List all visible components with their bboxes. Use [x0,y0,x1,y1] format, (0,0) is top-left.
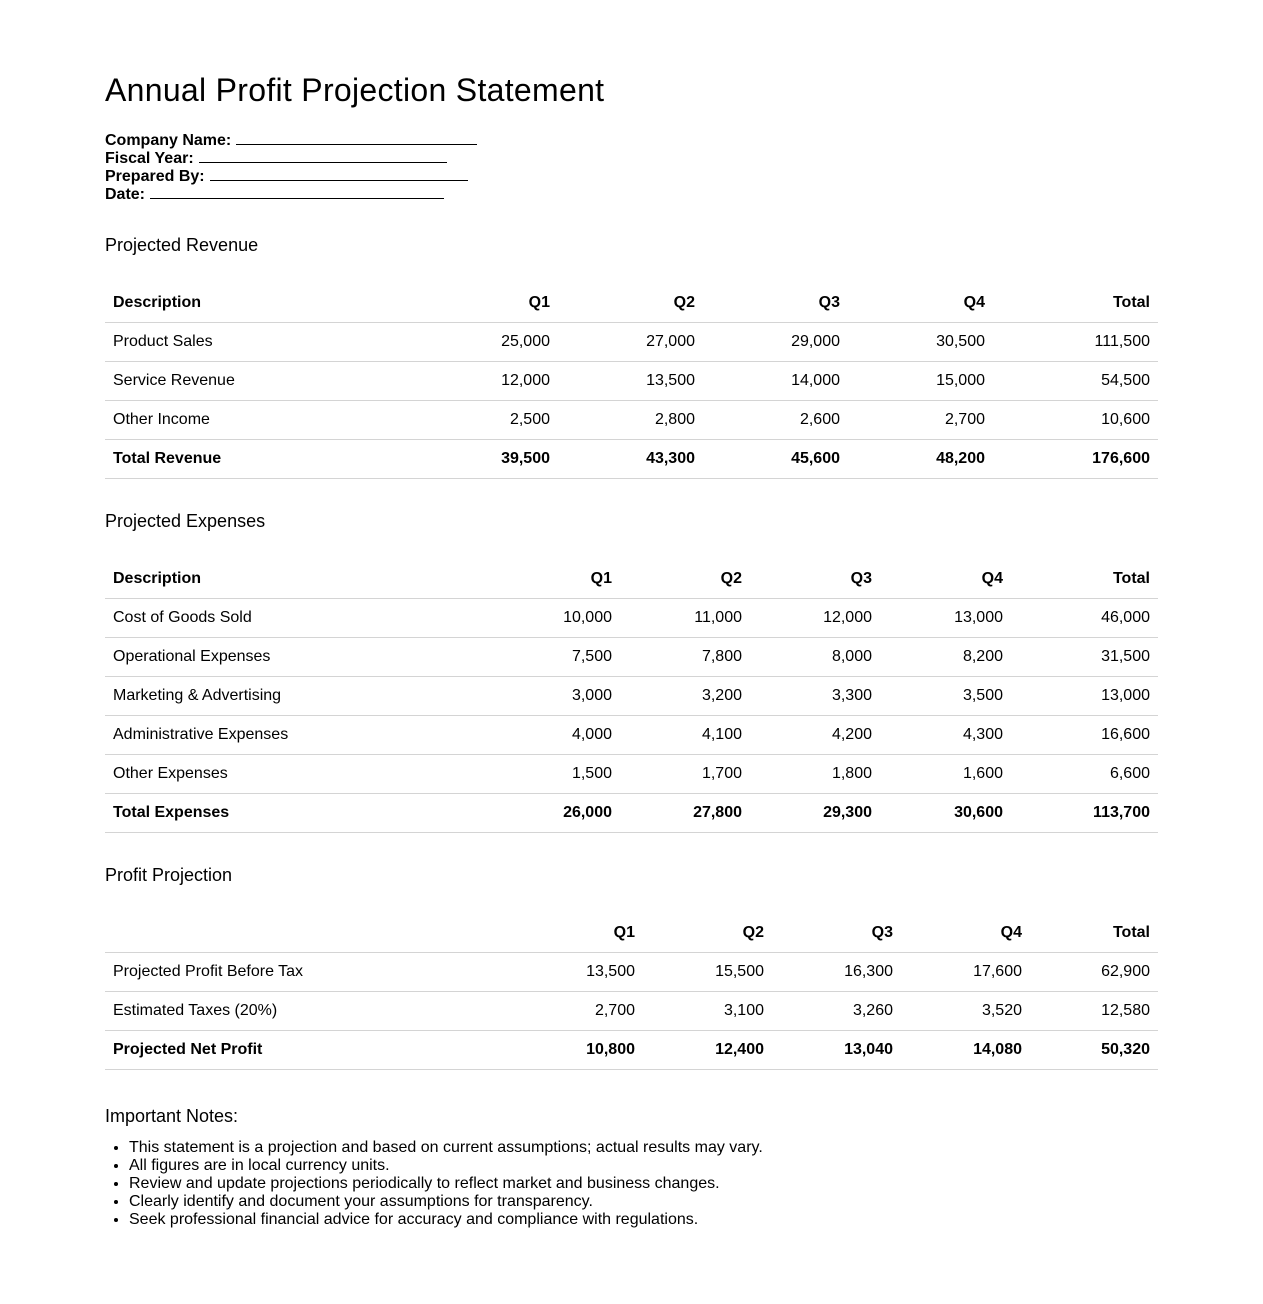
row-label: Projected Net Profit [105,1031,506,1070]
col-header: Q3 [703,284,848,323]
col-header: Q2 [620,560,750,599]
cell-value: 1,800 [750,755,880,794]
cell-value: 3,260 [772,992,901,1031]
meta-prepared-by [105,167,477,185]
cell-value: 2,600 [703,401,848,440]
cell-value: 2,700 [506,992,643,1031]
cell-value: 113,700 [1011,794,1158,833]
col-header: Q3 [772,914,901,953]
cell-value: 3,000 [481,677,620,716]
cell-value: 48,200 [848,440,993,479]
cell-value: 4,300 [880,716,1011,755]
table-row [105,401,1158,440]
expenses-section-title: Projected Expenses [105,511,266,531]
cell-value: 3,300 [750,677,880,716]
row-label: Administrative Expenses [105,716,481,755]
expenses-table [105,560,1158,833]
table-row [105,599,1158,638]
cell-value: 1,600 [880,755,1011,794]
col-header: Q2 [643,914,772,953]
cell-value: 2,500 [405,401,558,440]
notes-list [105,1139,763,1229]
meta-fields [105,131,477,203]
row-label: Service Revenue [105,362,405,401]
table-header-row [105,914,1158,953]
cell-value: 17,600 [901,953,1030,992]
row-label: Cost of Goods Sold [105,599,481,638]
meta-date [105,185,477,203]
cell-value: 43,300 [558,440,703,479]
cell-value: 13,500 [506,953,643,992]
table-header-row [105,560,1158,599]
col-header: Q2 [558,284,703,323]
cell-value: 6,600 [1011,755,1158,794]
row-label: Operational Expenses [105,638,481,677]
cell-value: 8,200 [880,638,1011,677]
table-row [105,992,1158,1031]
cell-value: 1,700 [620,755,750,794]
cell-value: 10,600 [993,401,1158,440]
row-label: Marketing & Advertising [105,677,481,716]
meta-label: Fiscal Year: [105,150,194,167]
cell-value: 1,500 [481,755,620,794]
meta-label: Company Name: [105,132,232,149]
table-row [105,638,1158,677]
profit-section-title: Profit Projection [105,865,233,885]
cell-value: 111,500 [993,323,1158,362]
row-label: Total Expenses [105,794,481,833]
cell-value: 45,600 [703,440,848,479]
col-header: Total [1030,914,1158,953]
table-row [105,755,1158,794]
col-header: Description [105,284,405,323]
table-header-row [105,284,1158,323]
meta-company-name [105,131,477,149]
col-header: Q3 [750,560,880,599]
row-label: Total Revenue [105,440,405,479]
cell-value: 13,000 [880,599,1011,638]
row-label: Other Income [105,401,405,440]
cell-value: 14,000 [703,362,848,401]
row-label: Other Expenses [105,755,481,794]
row-label: Projected Profit Before Tax [105,953,506,992]
table-row [105,677,1158,716]
list-item: • This statement is a projection and based on current assumptions; actual results may vary. [129,1139,763,1157]
cell-value: 15,000 [848,362,993,401]
date-blank [150,185,444,199]
table-row [105,716,1158,755]
cell-value: 12,400 [643,1031,772,1070]
cell-value: 30,500 [848,323,993,362]
col-header: Q1 [506,914,643,953]
table-row [105,953,1158,992]
company-name-blank [236,131,477,145]
cell-value: 30,600 [880,794,1011,833]
revenue-table [105,284,1158,479]
col-header: Q1 [405,284,558,323]
total-row [105,440,1158,479]
meta-fiscal-year [105,149,477,167]
cell-value: 10,000 [481,599,620,638]
cell-value: 16,300 [772,953,901,992]
cell-value: 4,200 [750,716,880,755]
cell-value: 39,500 [405,440,558,479]
notes-title: Important Notes: [105,1106,239,1126]
cell-value: 13,040 [772,1031,901,1070]
cell-value: 13,000 [1011,677,1158,716]
cell-value: 54,500 [993,362,1158,401]
profit-table [105,914,1158,1070]
cell-value: 62,900 [1030,953,1158,992]
meta-label: Prepared By: [105,168,205,185]
cell-value: 3,520 [901,992,1030,1031]
col-header: Q4 [901,914,1030,953]
fiscal-year-blank [199,149,447,163]
row-label: Product Sales [105,323,405,362]
cell-value: 3,500 [880,677,1011,716]
list-item: • All figures are in local currency units. [129,1157,763,1175]
cell-value: 25,000 [405,323,558,362]
list-item: • Review and update projections periodically to reflect market and business changes. [129,1175,763,1193]
page-title: Annual Profit Projection Statement [105,72,605,108]
total-row [105,1031,1158,1070]
cell-value: 12,580 [1030,992,1158,1031]
cell-value: 12,000 [750,599,880,638]
col-header [105,914,506,953]
cell-value: 14,080 [901,1031,1030,1070]
cell-value: 12,000 [405,362,558,401]
cell-value: 3,100 [643,992,772,1031]
cell-value: 7,800 [620,638,750,677]
cell-value: 3,200 [620,677,750,716]
cell-value: 10,800 [506,1031,643,1070]
list-item: • Clearly identify and document your assumptions for transparency. [129,1193,763,1211]
cell-value: 16,600 [1011,716,1158,755]
col-header: Total [1011,560,1158,599]
cell-value: 11,000 [620,599,750,638]
cell-value: 2,700 [848,401,993,440]
cell-value: 29,000 [703,323,848,362]
cell-value: 15,500 [643,953,772,992]
cell-value: 46,000 [1011,599,1158,638]
cell-value: 27,000 [558,323,703,362]
list-item: • Seek professional financial advice for accuracy and compliance with regulations. [129,1211,763,1229]
col-header: Q1 [481,560,620,599]
revenue-section-title: Projected Revenue [105,235,259,255]
cell-value: 31,500 [1011,638,1158,677]
cell-value: 4,100 [620,716,750,755]
cell-value: 50,320 [1030,1031,1158,1070]
meta-label: Date: [105,186,146,203]
cell-value: 29,300 [750,794,880,833]
cell-value: 26,000 [481,794,620,833]
col-header: Q4 [848,284,993,323]
table-row [105,362,1158,401]
table-row [105,323,1158,362]
col-header: Total [993,284,1158,323]
prepared-by-blank [210,167,468,181]
cell-value: 13,500 [558,362,703,401]
cell-value: 4,000 [481,716,620,755]
col-header: Q4 [880,560,1011,599]
total-row [105,794,1158,833]
cell-value: 2,800 [558,401,703,440]
col-header: Description [105,560,481,599]
row-label: Estimated Taxes (20%) [105,992,506,1031]
cell-value: 7,500 [481,638,620,677]
cell-value: 27,800 [620,794,750,833]
cell-value: 8,000 [750,638,880,677]
cell-value: 176,600 [993,440,1158,479]
